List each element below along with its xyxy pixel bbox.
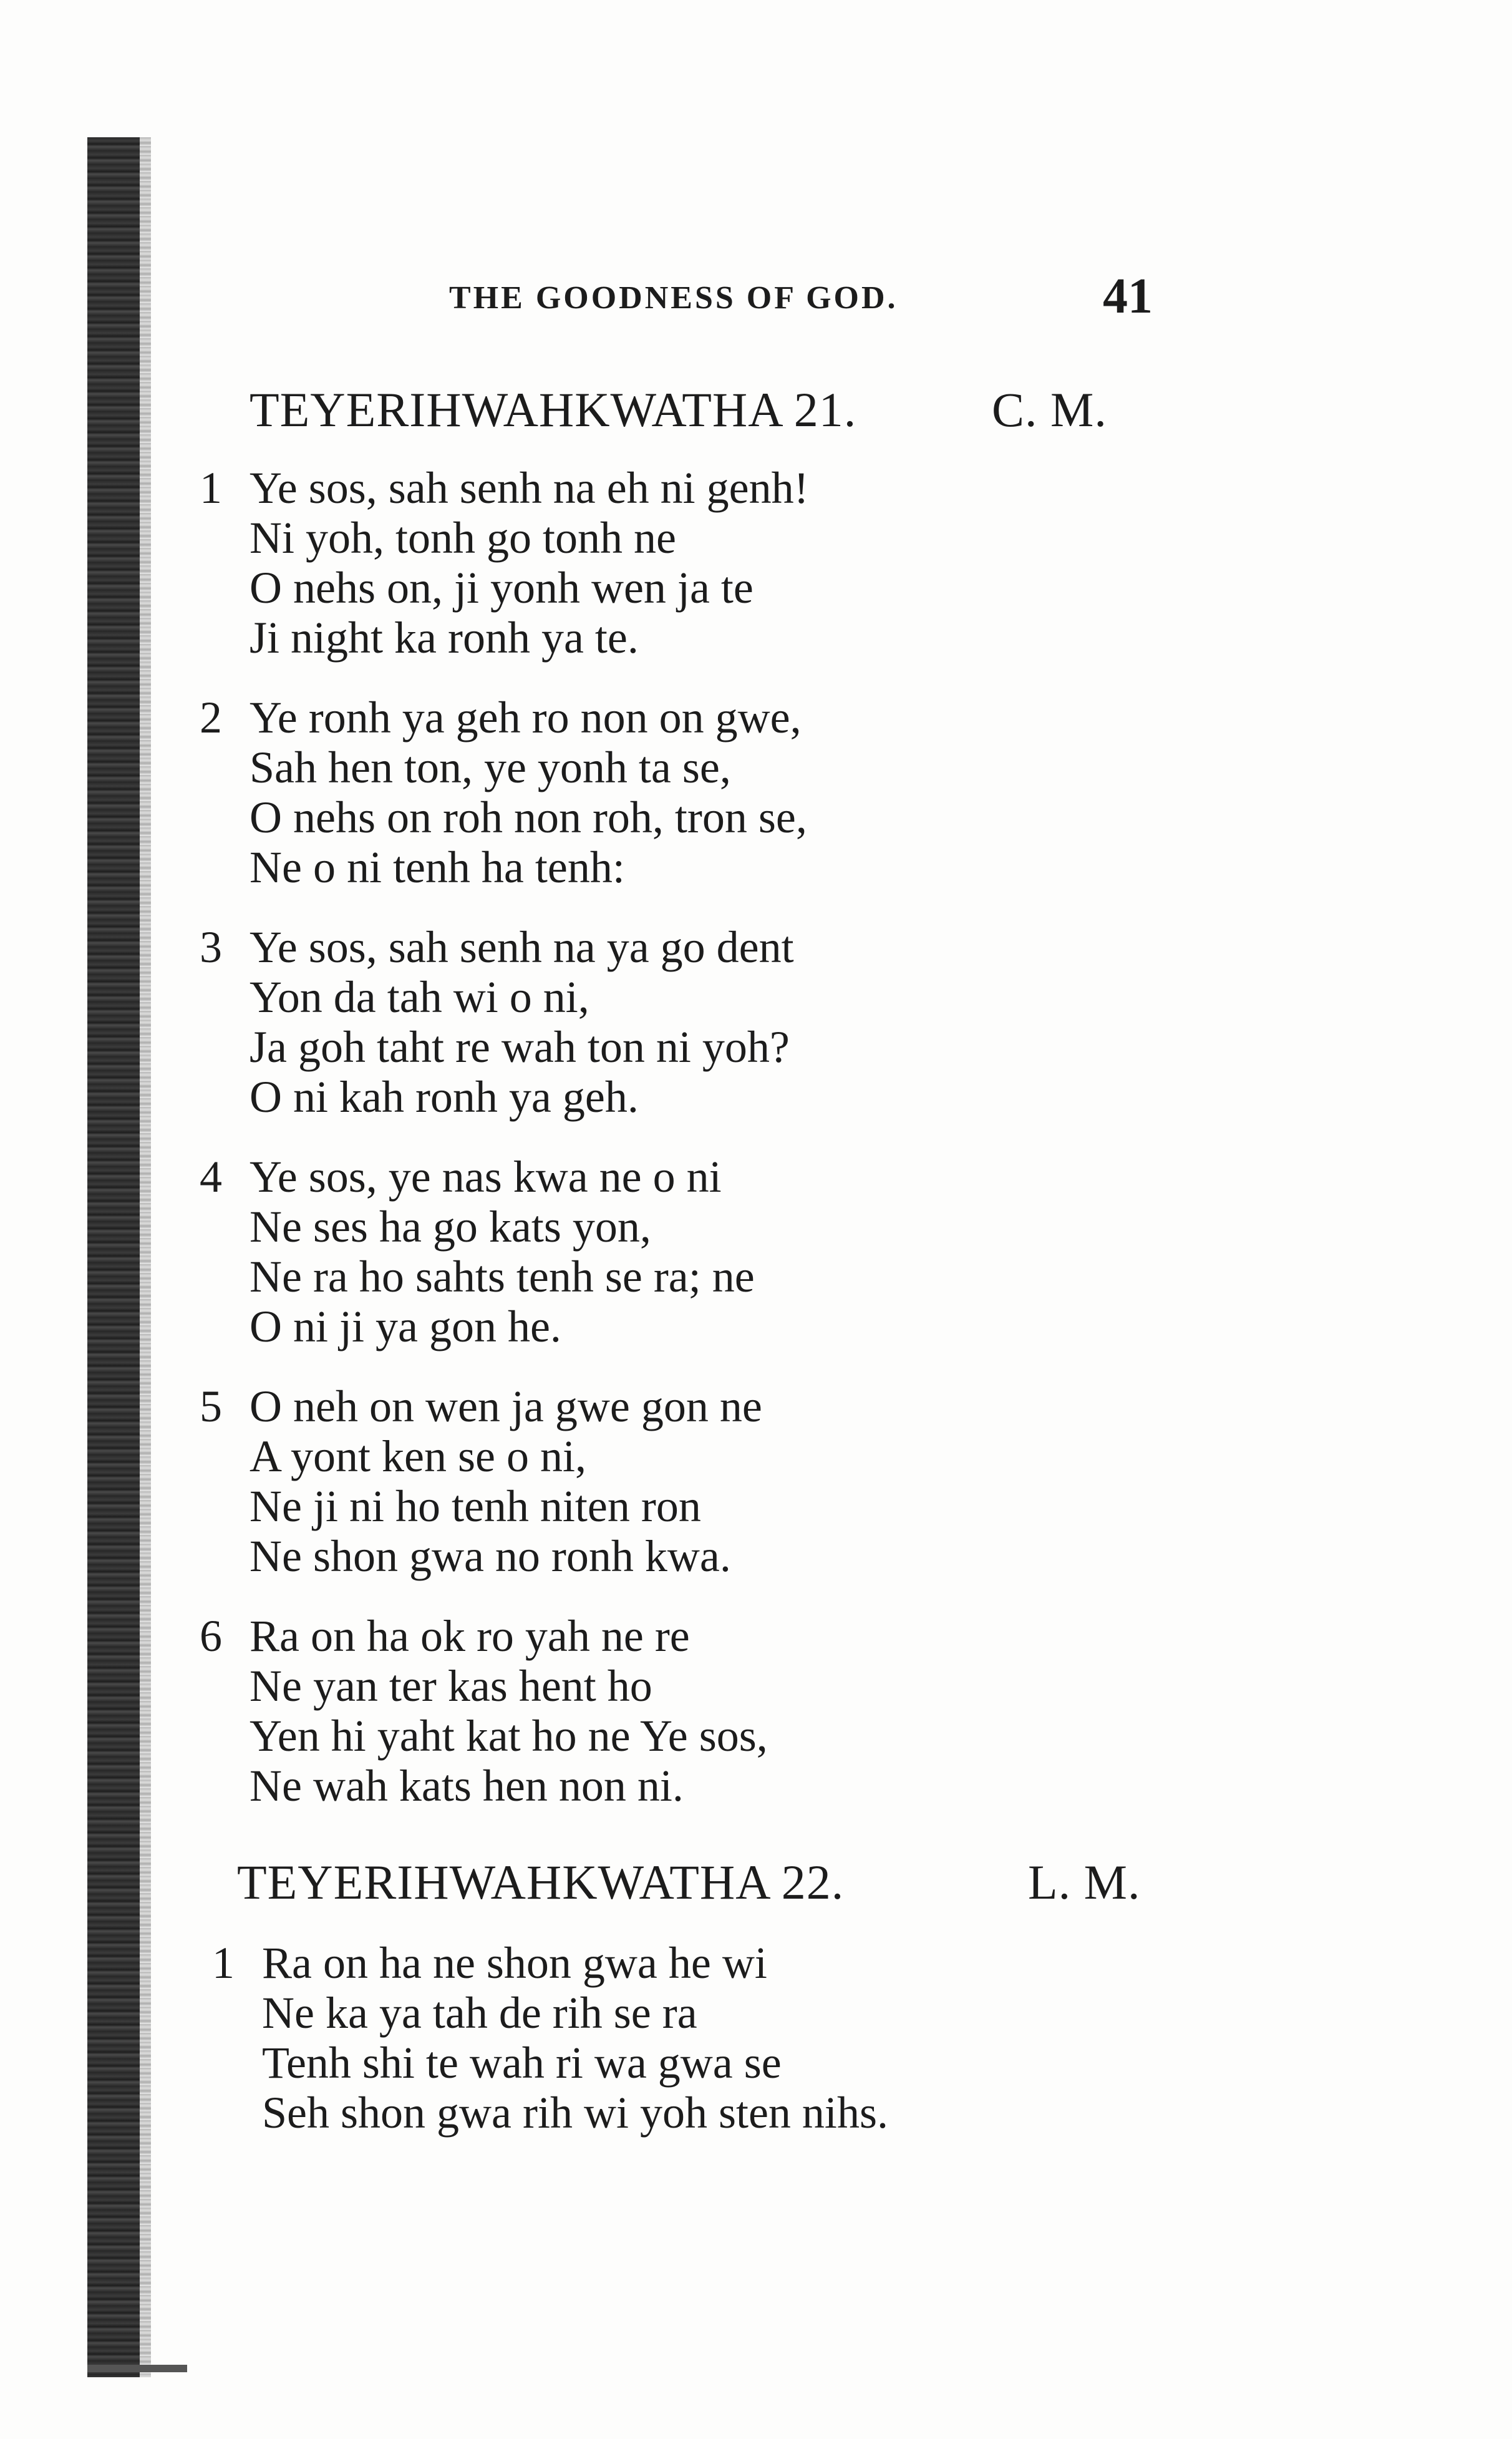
stanza-number: 3 (200, 922, 222, 972)
verse-line: Ye sos, sah senh na ya go dent (250, 922, 794, 972)
binding-edge (87, 137, 140, 2377)
page-number: 41 (1103, 269, 1153, 324)
verse-line: Ra on ha ok ro yah ne re (250, 1611, 690, 1661)
verse-line: Yon da tah wi o ni, (250, 972, 589, 1022)
verse-line: Ye ronh ya geh ro non on gwe, (250, 693, 802, 742)
stanza (200, 463, 809, 663)
verse-line: Sah hen ton, ye yonh ta se, (250, 742, 731, 792)
hymn-heading (250, 382, 1107, 438)
verse-line: Ni yoh, tonh go tonh ne (250, 513, 676, 563)
stanza-number: 2 (200, 693, 222, 742)
hymn-heading (237, 1854, 1141, 1911)
stanza (200, 1381, 762, 1581)
verse-line: O neh on wen ja gwe gon ne (250, 1381, 762, 1431)
stanza (200, 922, 794, 1122)
verse-line: Ne wah kats hen non ni. (250, 1761, 684, 1811)
verse-line: Ji night ka ronh ya te. (250, 613, 639, 663)
verse-line: Ne shon gwa no ronh kwa. (250, 1531, 731, 1581)
stanza-number: 6 (200, 1611, 222, 1661)
hymn-title: TEYERIHWAHKWATHA 21. (250, 382, 857, 437)
hymn-meter: L. M. (1028, 1855, 1141, 1909)
verse-line: Seh shon gwa rih wi yoh sten nihs. (262, 2088, 888, 2138)
running-head: THE GOODNESS OF GOD. (449, 280, 898, 316)
verse-line: Ye sos, sah senh na eh ni genh! (250, 463, 809, 513)
verse-line: Ra on ha ne shon gwa he wi (262, 1938, 767, 1988)
stanza (200, 693, 807, 892)
hymn-title: TEYERIHWAHKWATHA 22. (237, 1855, 845, 1909)
stanza-number: 1 (212, 1938, 235, 1988)
verse-line: Ne o ni tenh ha tenh: (250, 842, 625, 892)
stanza-number: 4 (200, 1152, 222, 1202)
stanza-number: 1 (200, 463, 222, 513)
verse-line: O ni kah ronh ya geh. (250, 1072, 639, 1122)
stanza (200, 1152, 755, 1351)
verse-line: Tenh shi te wah ri wa gwa se (262, 2038, 782, 2088)
verse-line: A yont ken se o ni, (250, 1431, 586, 1481)
binding-edge-foot (87, 2365, 187, 2372)
verse-line: Ne yan ter kas hent ho (250, 1661, 652, 1711)
verse-line: Ne ses ha go kats yon, (250, 1202, 651, 1252)
stanza-number: 5 (200, 1381, 222, 1431)
verse-line: O nehs on, ji yonh wen ja te (250, 563, 754, 613)
verse-line: Ne ka ya tah de rih se ra (262, 1988, 697, 2038)
verse-line: Ne ra ho sahts tenh se ra; ne (250, 1252, 755, 1302)
verse-line: O nehs on roh non roh, tron se, (250, 792, 807, 842)
verse-line: Yen hi yaht kat ho ne Ye sos, (250, 1711, 768, 1761)
verse-line: Ja goh taht re wah ton ni yoh? (250, 1022, 790, 1072)
stanza (212, 1938, 888, 2138)
hymn-meter: C. M. (992, 382, 1107, 437)
verse-line: Ne ji ni ho tenh niten ron (250, 1481, 701, 1531)
verse-line: Ye sos, ye nas kwa ne o ni (250, 1152, 722, 1202)
verse-line: O ni ji ya gon he. (250, 1302, 561, 1351)
stanza (200, 1611, 768, 1811)
